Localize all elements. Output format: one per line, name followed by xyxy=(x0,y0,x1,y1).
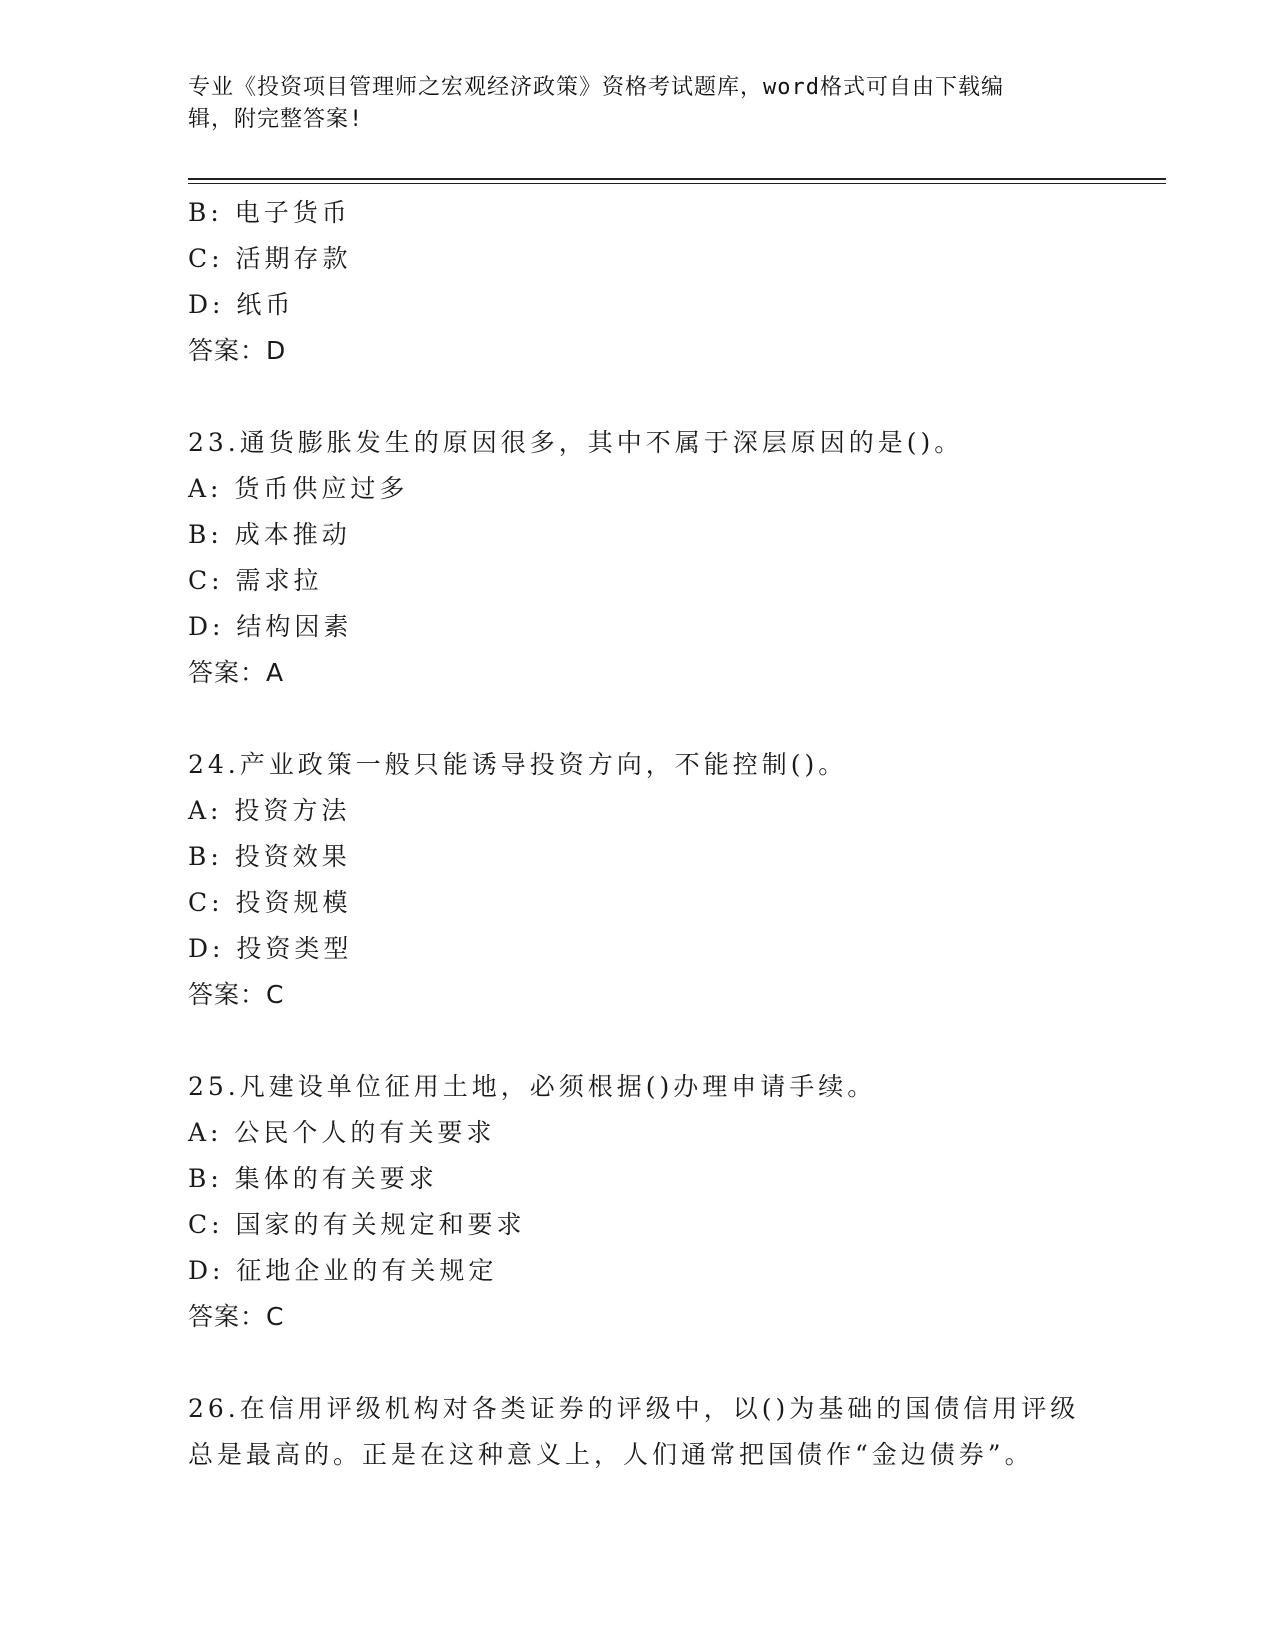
question-23 xyxy=(188,420,1088,696)
answer-line: 答案：D xyxy=(188,336,287,365)
question-24 xyxy=(188,742,1088,1018)
option-a: A: 公民个人的有关要求 xyxy=(188,1118,496,1147)
option-b: B: 成本推动 xyxy=(188,520,351,549)
option-c: C: 国家的有关规定和要求 xyxy=(188,1210,526,1239)
option-d: D: 投资类型 xyxy=(188,934,353,963)
question-25 xyxy=(188,1064,1088,1340)
question-text-line-1: 26.在信用评级机构对各类证券的评级中，以()为基础的国债信用评级 xyxy=(188,1394,1080,1423)
option-b: B: 电子货币 xyxy=(188,198,351,227)
question-list xyxy=(188,190,1088,1478)
header-line-2: 辑，附完整答案! xyxy=(188,107,364,132)
question-text: 24.产业政策一般只能诱导投资方向，不能控制()。 xyxy=(188,750,848,779)
option-b: B: 集体的有关要求 xyxy=(188,1164,438,1193)
option-b: B: 投资效果 xyxy=(188,842,351,871)
question-text-line-2: 总是最高的。正是在这种意义上，人们通常把国债作“金边债券”。 xyxy=(188,1440,1034,1469)
header-rule-thick xyxy=(188,178,1166,180)
spacer xyxy=(188,1340,1088,1386)
option-a: A: 投资方法 xyxy=(188,796,351,825)
option-c: C: 活期存款 xyxy=(188,244,352,273)
document-header xyxy=(188,72,1068,136)
spacer xyxy=(188,1018,1088,1064)
question-text: 25.凡建设单位征用土地，必须根据()办理申请手续。 xyxy=(188,1072,877,1101)
option-c: C: 投资规模 xyxy=(188,888,352,917)
header-rule-thin xyxy=(188,183,1166,184)
answer-line: 答案：C xyxy=(188,1302,285,1331)
option-d: D: 征地企业的有关规定 xyxy=(188,1256,498,1285)
option-d: D: 结构因素 xyxy=(188,612,353,641)
question-text: 23.通货膨胀发生的原因很多，其中不属于深层原因的是()。 xyxy=(188,428,964,457)
question-26 xyxy=(188,1386,1088,1478)
question-22-partial xyxy=(188,190,1088,374)
spacer xyxy=(188,374,1088,420)
header-line-1: 专业《投资项目管理师之宏观经济政策》资格考试题库，word格式可自由下载编 xyxy=(188,75,1004,100)
answer-line: 答案：C xyxy=(188,980,285,1009)
option-d: D: 纸币 xyxy=(188,290,295,319)
spacer xyxy=(188,696,1088,742)
answer-line: 答案：A xyxy=(188,658,285,687)
option-a: A: 货币供应过多 xyxy=(188,474,409,503)
option-c: C: 需求拉 xyxy=(188,566,323,595)
